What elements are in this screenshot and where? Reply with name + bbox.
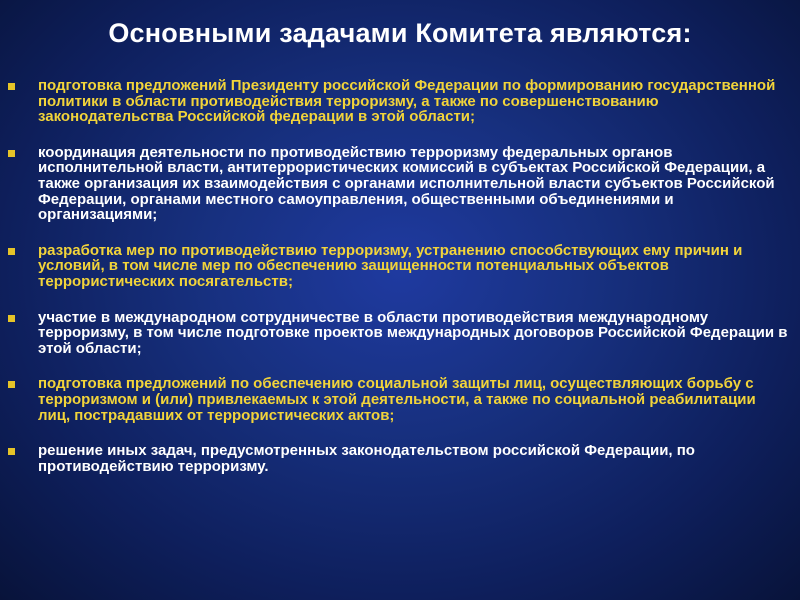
list-item-text: подготовка предложений Президенту российской Федерации по формированию государственной политики в области противодействия терроризму, а также по совершенствованию законодательства Российской федерации в этой области; [38, 77, 776, 126]
list-item [8, 310, 788, 357]
list-item [8, 376, 788, 423]
list-item-text: решение иных задач, предусмотренных законодательством российской Федерации, по противодействию терроризму. [38, 442, 695, 475]
list-item [8, 145, 788, 223]
list-item [8, 243, 788, 290]
list-item-text: подготовка предложений по обеспечению социальной защиты лиц, осуществляющих борьбу с терроризмом и (или) привлекаемых к этой деятельности, а также по социальной реабилитации лиц, пострадавших от террористических актов; [38, 375, 756, 424]
list-item-text: разработка мер по противодействию терроризму, устранению способствующих ему причин и условий, в том числе мер по обеспечению защищенности потенциальных объектов террористических посягательств; [38, 241, 743, 290]
task-list [8, 78, 788, 494]
list-item-text: участие в международном сотрудничестве в области противодействия международному терроризму, в том числе подготовке проектов международных договоров Российской Федерации в этой области; [38, 308, 788, 357]
square-bullet-icon [8, 83, 15, 90]
square-bullet-icon [8, 150, 15, 157]
square-bullet-icon [8, 248, 15, 255]
list-item [8, 78, 788, 125]
square-bullet-icon [8, 315, 15, 322]
list-item-text: координация деятельности по противодействию терроризму федеральных органов исполнительной власти, антитеррористических комиссий в субъектах Российской Федерации, а также организация их взаимодействия с органами исполнительной власти субъектов Российской Федерации, органами местного самоуправления, общественными объединениями и организациями; [38, 143, 775, 224]
list-item [8, 443, 788, 474]
square-bullet-icon [8, 381, 15, 388]
square-bullet-icon [8, 448, 15, 455]
slide-title: Основными задачами Комитета являются: [108, 18, 692, 48]
